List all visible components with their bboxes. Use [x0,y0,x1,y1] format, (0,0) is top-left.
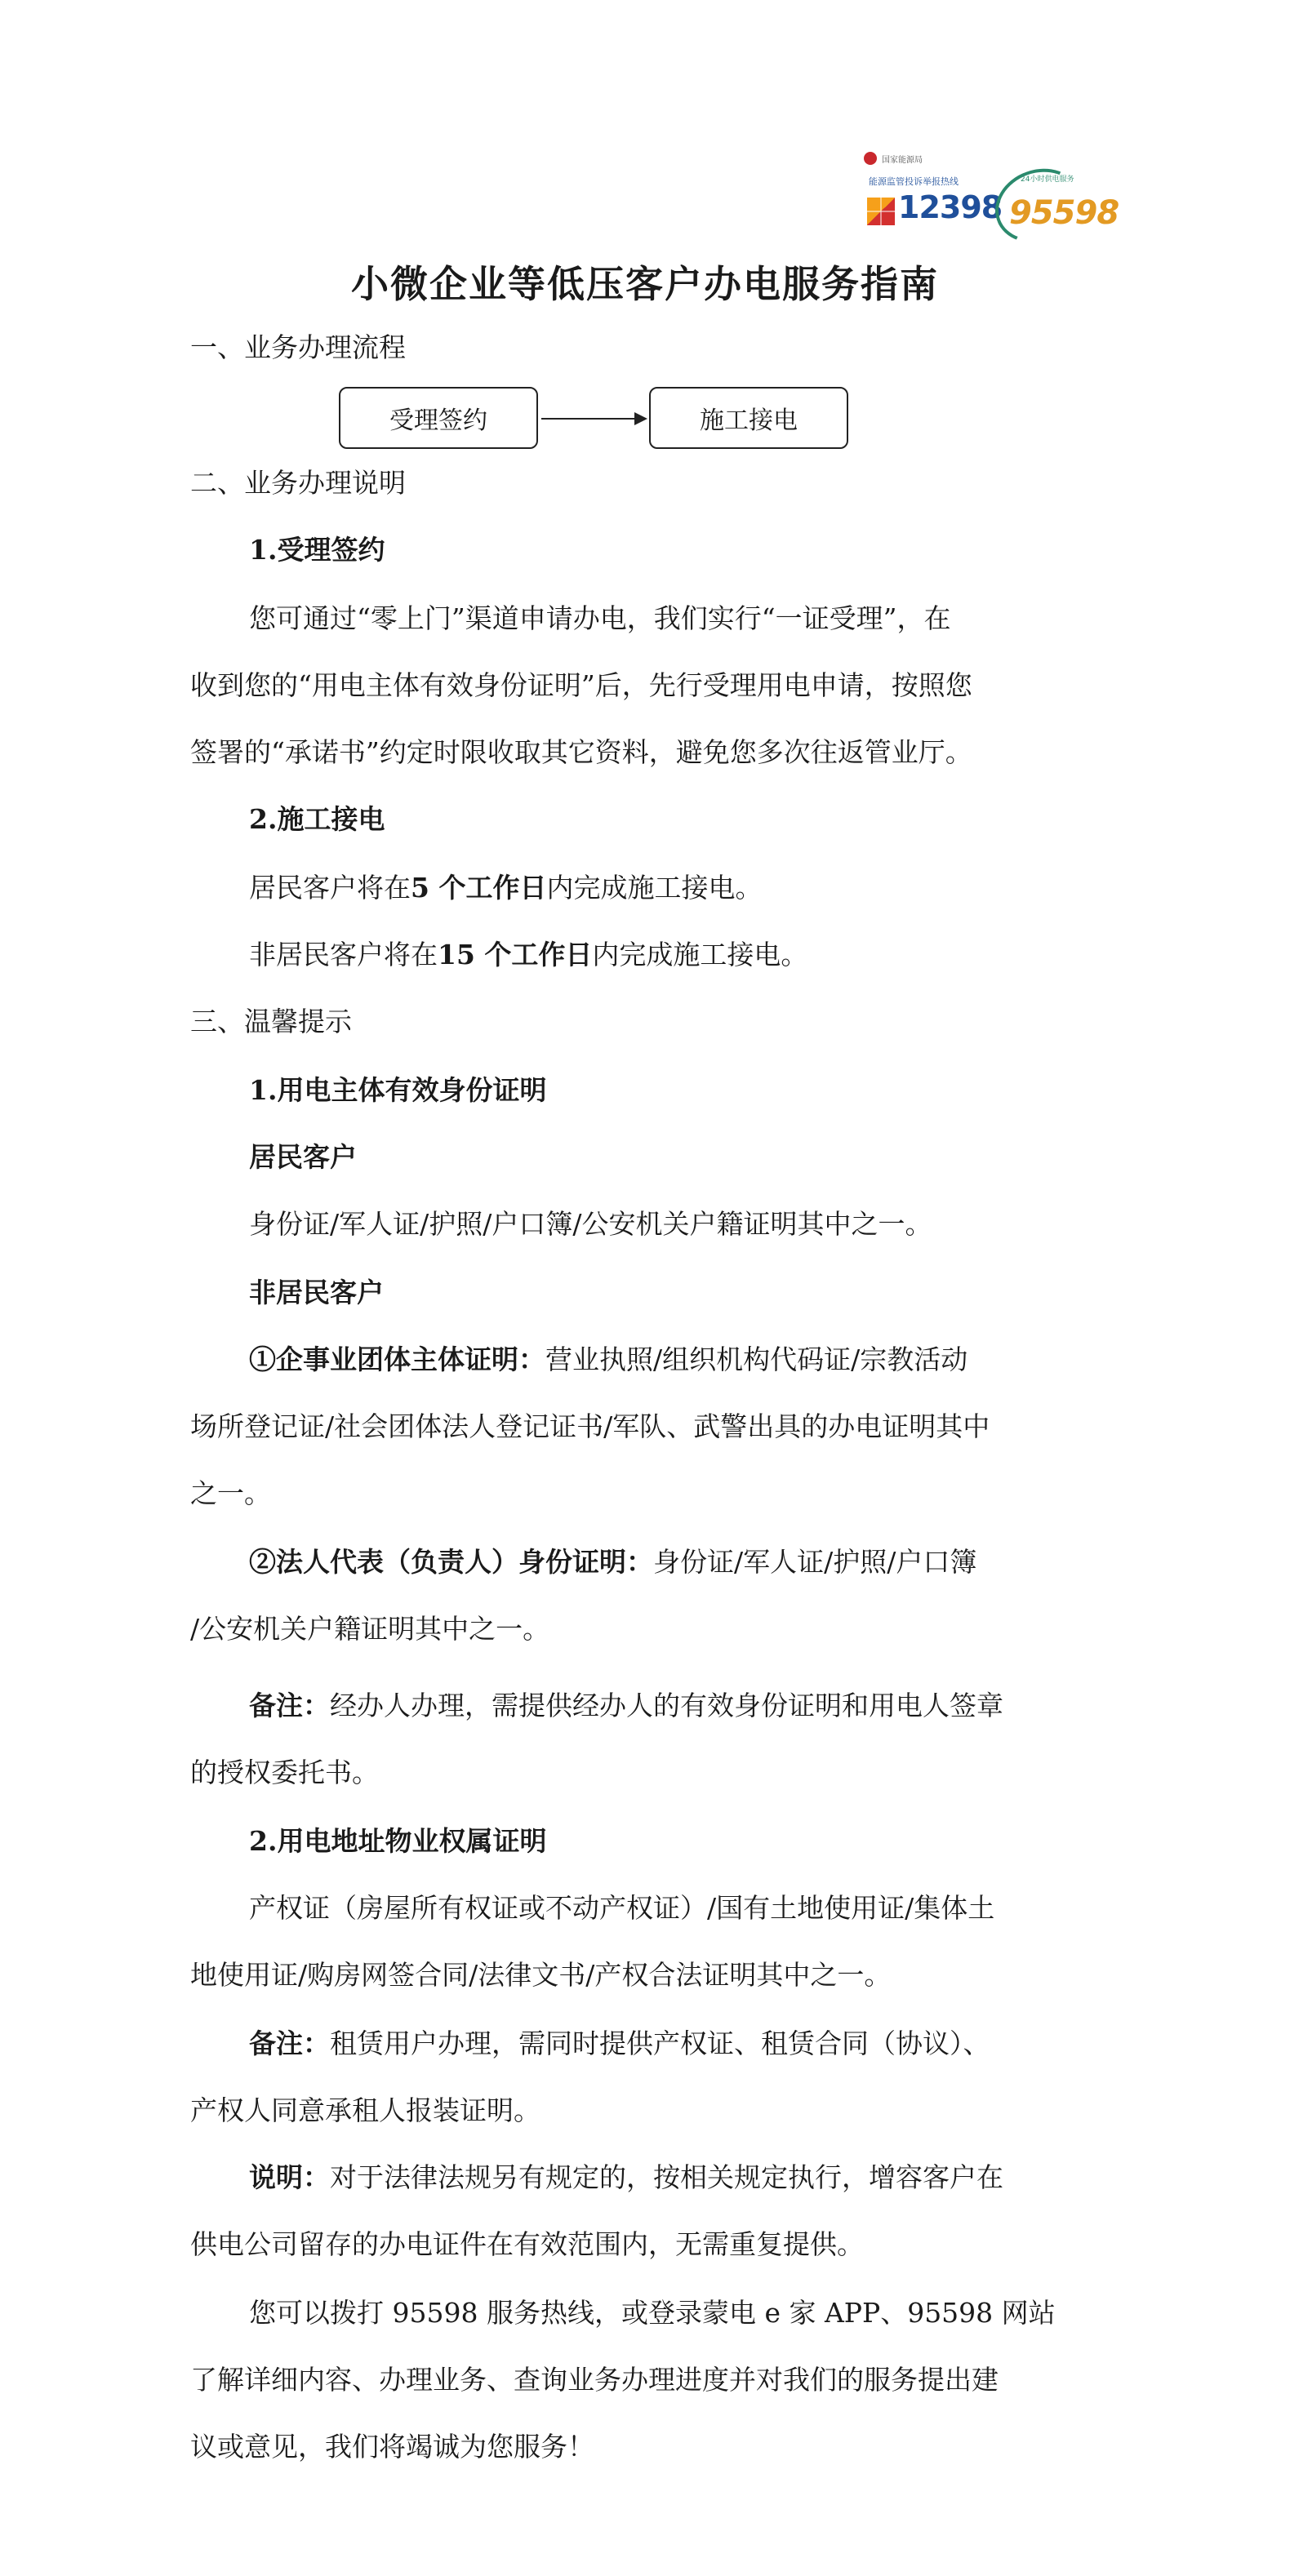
grid-number: 95598 [1009,194,1119,232]
page-title: 小微企业等低压客户办电服务指南 [351,262,939,306]
note-agent: 备注：经办人办理，需提供经办人的有效身份证明和用电人签章 [249,1690,1003,1721]
state-grid-logo [993,162,1119,242]
hotline-number: 12398 [898,189,1003,225]
legal-rep-proof: ②法人代表（负责人）身份证明：身份证/军人证/护照/户口簿 [249,1546,977,1578]
property-proof-line: 地使用证/购房网签合同/法律文书/产权合法证明其中之一。 [190,1959,892,1991]
section3-sub2: 2.用电地址物业权属证明 [249,1825,547,1857]
nonresident-heading: 非居民客户 [249,1277,384,1308]
process-flow [339,387,853,452]
section1-heading: 一、业务办理流程 [190,331,406,363]
note-lease-line: 产权人同意承租人报装证明。 [190,2094,540,2126]
section3-heading: 三、温馨提示 [190,1006,352,1037]
sign-paragraph-line: 收到您的“用电主体有效身份证明”后，先行受理用电申请，按照您 [190,669,972,701]
section3-sub1: 1.用电主体有效身份证明 [249,1074,547,1106]
closing-line: 您可以拨打 95598 服务热线，或登录蒙电 e 家 APP、95598 网站 [249,2297,1056,2329]
legal-rep-proof-line: /公安机关户籍证明其中之一。 [190,1613,550,1645]
national-emblem-icon [864,152,877,165]
header-logos [864,152,1119,242]
sign-paragraph-line: 您可通过“零上门”渠道申请办电，我们实行“一证受理”，在 [249,602,951,634]
note-agent-line: 的授权委托书。 [190,1757,379,1788]
section2-sub1: 1.受理签约 [249,534,385,566]
hotline-logo-icon [867,198,895,225]
energy-bureau-caption: 国家能源局 [864,152,923,165]
enterprise-proof-line: 之一。 [190,1477,271,1509]
property-proof: 产权证（房屋所有权证或不动产权证）/国有土地使用证/集体土 [249,1892,995,1924]
flow-step-sign: 受理签约 [339,387,538,449]
nonresident-timeline: 非居民客户将在15 个工作日内完成施工接电。 [249,939,808,970]
grid-caption: 24小时供电服务 [1021,175,1074,184]
flow-step-connect: 施工接电 [649,387,848,449]
section2-sub2: 2.施工接电 [249,803,385,835]
resident-heading: 居民客户 [249,1141,357,1173]
resident-timeline: 居民客户将在5 个工作日内完成施工接电。 [249,872,763,904]
resident-documents: 身份证/军人证/护照/户口簿/公安机关户籍证明其中之一。 [249,1208,932,1240]
hotline-label: 能源监管投诉举报热线 [869,176,959,187]
enterprise-proof: ①企事业团体主体证明：营业执照/组织机构代码证/宗教活动 [249,1344,968,1375]
note-lease: 备注：租赁用户办理，需同时提供产权证、租赁合同（协议）、 [249,2027,990,2059]
closing-line: 了解详细内容、办理业务、查询业务办理进度并对我们的服务提出建 [190,2364,999,2396]
enterprise-proof-line: 场所登记证/社会团体法人登记证书/军队、武警出具的办电证明其中 [190,1410,990,1442]
section2-heading: 二、业务办理说明 [190,467,406,499]
sign-paragraph-line: 签署的“承诺书”约定时限收取其它资料，避免您多次往返管业厅。 [190,736,972,768]
flow-arrow-icon [541,418,646,420]
explanation-line: 供电公司留存的办电证件在有效范围内，无需重复提供。 [190,2228,864,2260]
closing-line: 议或意见，我们将竭诚为您服务！ [190,2431,594,2463]
explanation: 说明：对于法律法规另有规定的，按相关规定执行，增容客户在 [249,2161,1003,2193]
